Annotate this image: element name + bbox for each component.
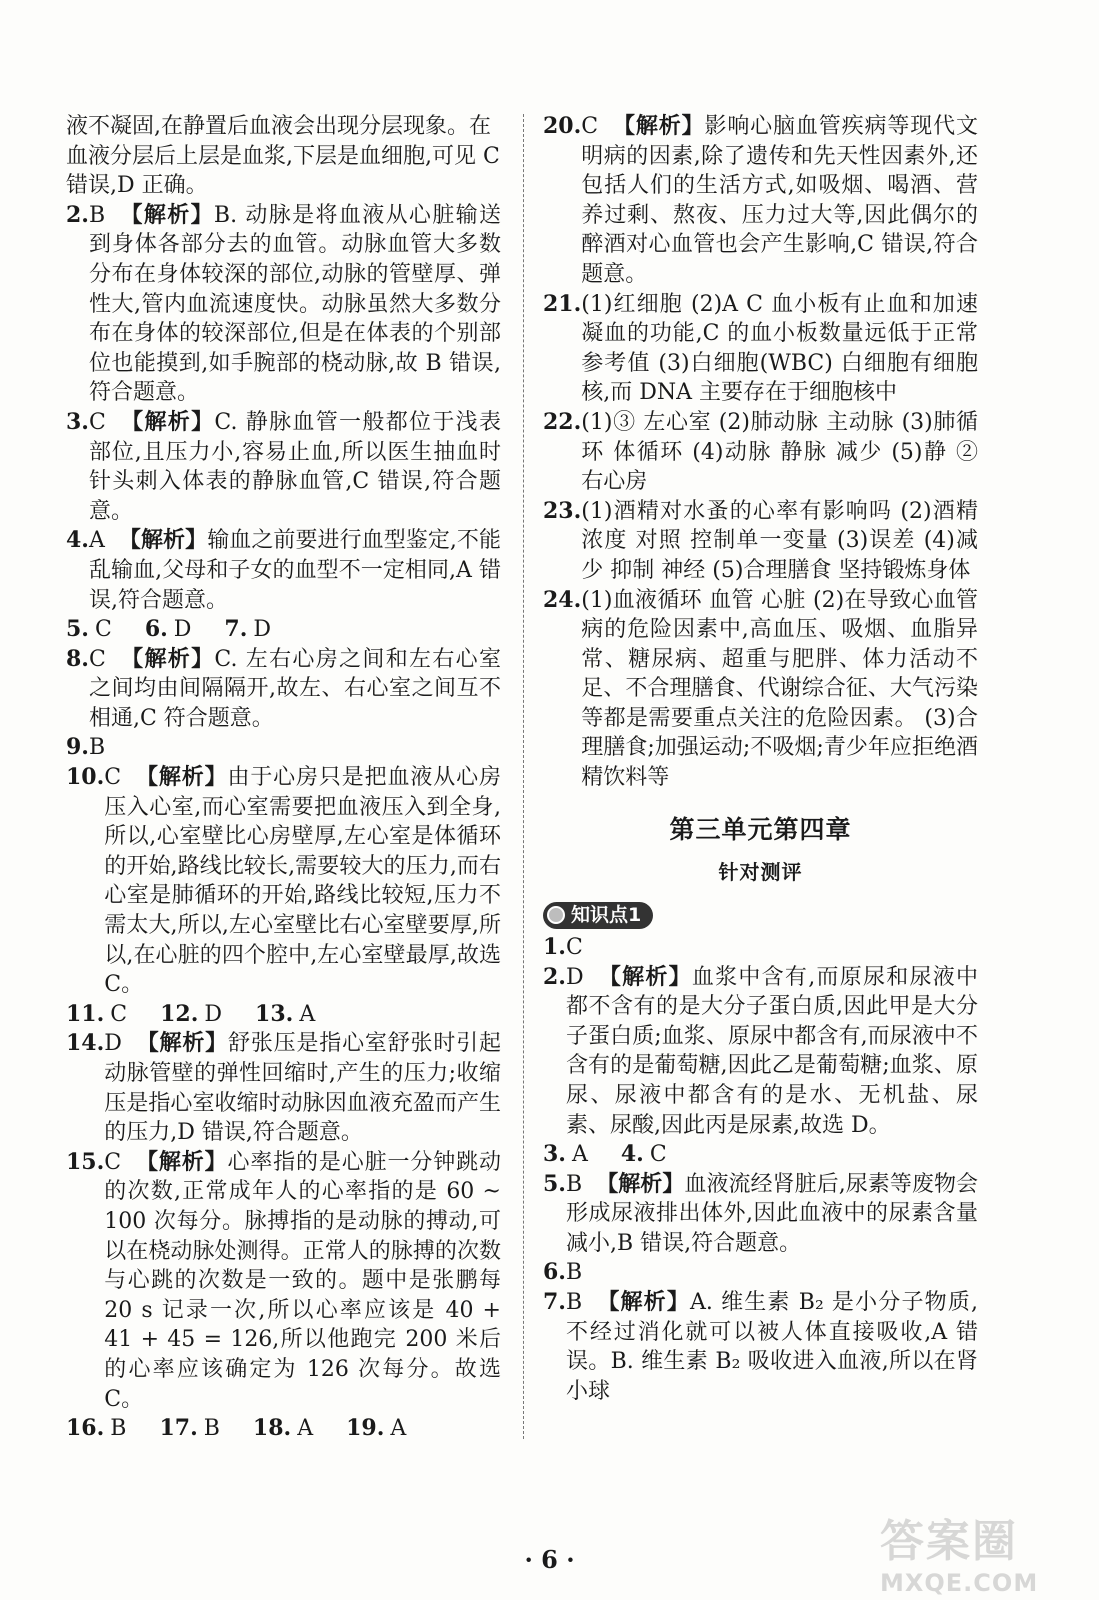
answer-19: 19. A	[346, 1415, 407, 1442]
answer-6: 6. D	[144, 616, 192, 643]
analysis-tag: 【解析】	[597, 963, 692, 990]
item-body	[581, 408, 978, 497]
item-number: 15.	[66, 1148, 105, 1175]
item-body	[581, 586, 978, 793]
item-number: 21.	[543, 290, 582, 317]
watermark-logo	[880, 1505, 1085, 1597]
item-body	[566, 1258, 978, 1288]
item-text: (1)血液循环 血管 心脏 (2)在导致心血管病的危险因素中,高血压、吸烟、血脂异常、糖尿病、超重与肥胖、体力活动不足、不合理膳食、代谢综合征、大气污染等都是需要重点关注的危险因素。 (3)合理膳食;加强运动;不吸烟;青少年应拒绝酒精饮料等	[581, 587, 978, 791]
item-body	[104, 1029, 501, 1147]
knowledge-point-badge	[543, 902, 653, 929]
answer-item	[543, 112, 978, 290]
item-answer: B	[565, 1290, 583, 1316]
analysis-tag: 【解析】	[119, 408, 215, 435]
column-divider	[523, 114, 524, 1439]
item-answer: B	[565, 1260, 583, 1286]
item-text: (1)红细胞 (2)A C 血小板有止血和加速凝血的功能,C 的血小板数量远低于正常参考值 (3)白细胞(WBC) 白细胞有细胞核,而 DNA 主要存在于细胞核中	[581, 291, 978, 406]
item-number: 10.	[66, 764, 105, 791]
item-body	[104, 1148, 501, 1414]
answer-17: 17. B	[159, 1415, 220, 1442]
item-number: 24.	[543, 586, 582, 613]
item-number: 2.	[543, 963, 566, 990]
analysis-tag: 【解析】	[135, 1030, 228, 1057]
answer-item	[66, 526, 501, 615]
answer-16: 16. B	[66, 1415, 127, 1442]
item-body	[89, 733, 501, 763]
watermark-line2: MXQE.COM	[880, 1569, 1039, 1597]
analysis-tag: 【解析】	[118, 527, 208, 554]
item-answer: B	[88, 202, 106, 228]
analysis-tag: 【解析】	[135, 1148, 228, 1175]
item-number: 23.	[543, 497, 582, 524]
answer-item	[543, 1258, 978, 1288]
item-text: A. 维生素 B₂ 是小分子物质,不经过消化就可以被人体直接吸收,A 错误。B. 维生素 B₂ 吸收进入血液,所以在肾小球	[565, 1290, 978, 1404]
item-answer: B	[565, 1171, 583, 1197]
item-body	[566, 933, 978, 963]
answer-item	[543, 408, 978, 497]
item-body	[89, 201, 501, 408]
answer-item	[543, 586, 978, 793]
answer-item	[543, 497, 978, 586]
item-number: 1.	[543, 933, 566, 960]
answer-row-16-19	[66, 1414, 501, 1444]
answer-item	[66, 1148, 501, 1414]
item-answer: D	[104, 1031, 122, 1057]
right-column	[543, 112, 978, 1406]
answer-item	[543, 1288, 978, 1406]
item-body	[566, 963, 978, 1141]
answer-11: 11. C	[66, 1000, 128, 1027]
item-body	[566, 1170, 978, 1259]
answer-item	[66, 408, 501, 526]
badge-label: 知识点1	[571, 903, 642, 926]
item-body	[566, 1288, 978, 1406]
bullet-icon	[547, 906, 565, 924]
item-answer: D	[565, 964, 584, 990]
item-text: 舒张压是指心室舒张时引起动脉管壁的弹性回缩时,产生的压力;收缩压是指心室收缩时动脉因血液充盈而产生的压力,D 错误,符合题意。	[104, 1031, 501, 1146]
item-body	[581, 497, 978, 586]
page-number: · 6 ·	[524, 1545, 575, 1574]
item-number: 4.	[66, 527, 89, 554]
answer-row-3-4	[543, 1140, 978, 1170]
item-number: 2.	[66, 201, 89, 228]
item-text: 血浆中含有,而原尿和尿液中都不含有的是大分子蛋白质,因此甲是大分子蛋白质;血浆、原尿中都含有,而尿液中不含有的是葡萄糖,因此乙是葡萄糖;血浆、原尿、尿液中都含有的是水、无机盐、尿素、尿酸,因此丙是尿素,故选 D。	[565, 964, 978, 1138]
item-answer: C	[104, 765, 122, 791]
item-text: 影响心脑血管疾病等现代文明病的因素,除了遗传和先天性因素外,还包括人们的生活方式,如吸烟、喝酒、营养过剩、熬夜、压力过大等,因此偶尔的醉酒对心血管也会产生影响,C 错误,符合题意。	[581, 114, 978, 287]
analysis-tag: 【解析】	[135, 764, 228, 791]
answer-item	[66, 763, 501, 1000]
answer-item	[543, 933, 978, 963]
item-text: 心率指的是心脏一分钟跳动的次数,正常成年人的心率指的是 60 ~ 100 次每分。脉搏指的是动脉的搏动,可以在桡动脉处测得。正常人的脉搏的次数与心跳的次数是一致的。题中是张鹏每 20 s 记录一次,所以心率应该是 40 + 41 + 45 = 126,所以他跑完 200 米后的心率应该确定为 126 次每分。故选 C。	[104, 1149, 501, 1412]
item-text: C. 静脉血管一般都位于浅表部位,且压力小,容易止血,所以医生抽血时针头刺入体表的静脉血管,C 错误,符合题意。	[88, 409, 501, 524]
answer-item	[543, 290, 978, 408]
answer-item	[66, 1029, 501, 1147]
item-number: 22.	[543, 408, 582, 435]
item-text: C. 左右心房之间和左右心室之间均由间隔隔开,故左、右心室之间互不相通,C 符合题意。	[88, 646, 501, 731]
item-answer: C	[88, 409, 106, 435]
answer-row-5-7	[66, 615, 501, 645]
item-body	[89, 645, 501, 734]
answer-item	[66, 201, 501, 408]
item-answer: A	[88, 528, 105, 554]
item-answer: C	[565, 934, 583, 960]
item-number: 20.	[543, 113, 582, 139]
item-number: 7.	[543, 1289, 566, 1316]
item-body	[104, 763, 501, 1000]
answer-item	[543, 963, 978, 1141]
answer-4b: 4. C	[620, 1141, 667, 1168]
item-number: 14.	[66, 1030, 105, 1057]
left-column	[66, 112, 501, 1444]
chapter-title: 第三单元第四章	[669, 814, 852, 844]
item-body	[89, 408, 501, 526]
analysis-tag: 【解析】	[119, 201, 214, 228]
answer-18: 18. A	[252, 1415, 314, 1442]
item-text: (1)③ 左心室 (2)肺动脉 主动脉 (3)肺循环 体循环 (4)动脉 静脉 减少 (5)静 ② 右心房	[581, 409, 978, 495]
item-answer: C	[104, 1149, 122, 1175]
continuation-text: 液不凝固,在静置后血液会出现分层现象。在血液分层后上层是血浆,下层是血细胞,可见 C 错误,D 正确。	[66, 114, 500, 199]
item-body	[581, 290, 978, 408]
item-text: (1)酒精对水蚤的心率有影响吗 (2)酒精浓度 对照 控制单一变量 (3)误差 (4)减少 抑制 神经 (5)合理膳食 坚持锻炼身体	[581, 498, 978, 583]
analysis-tag: 【解析】	[596, 1289, 691, 1316]
watermark-line1: 答案圈	[880, 1516, 1018, 1567]
answer-5: 5. C	[66, 616, 112, 643]
item-body	[89, 526, 501, 615]
item-number: 3.	[66, 408, 89, 435]
item-number: 5.	[543, 1170, 566, 1197]
item-number: 6.	[543, 1259, 566, 1286]
section-title: 针对测评	[718, 860, 803, 885]
item-text: 血液流经肾脏后,尿素等废物会形成尿液排出体外,因此血液中的尿素含量减小,B 错误,符合题意。	[565, 1171, 978, 1256]
item-number: 9.	[66, 734, 89, 761]
answer-item	[66, 645, 501, 734]
item-answer: B	[88, 735, 106, 761]
answer-3b: 3. A	[543, 1141, 588, 1168]
answer-12: 12. D	[160, 1000, 223, 1027]
analysis-tag: 【解析】	[119, 645, 215, 672]
answer-7: 7. D	[224, 616, 272, 643]
item-answer: C	[581, 114, 599, 139]
answer-item	[543, 1170, 978, 1259]
answer-13: 13. A	[255, 1000, 316, 1027]
analysis-tag: 【解析】	[596, 1170, 685, 1197]
answer-row-11-13	[66, 1000, 501, 1030]
analysis-tag: 【解析】	[612, 113, 705, 139]
answer-item	[66, 733, 501, 763]
item-number: 8.	[66, 645, 89, 672]
item-body	[581, 112, 978, 290]
item-text: 输血之前要进行血型鉴定,不能乱输血,父母和子女的血型不一定相同,A 错误,符合题意。	[88, 528, 501, 613]
item-text: B. 动脉是将血液从心脏输送到身体各部分去的血管。动脉血管大多数分布在身体较深的部位,动脉的管壁厚、弹性大,管内血流速度快。动脉虽然大多数分布在身体的较深部位,但是在体表的个别部位也能摸到,如手腕部的桡动脉,故 B 错误,符合题意。	[88, 202, 501, 406]
item-answer: C	[88, 646, 106, 672]
item-text: 由于心房只是把血液从心房压入心室,而心室需要把血液压入到全身,所以,心室壁比心房壁厚,左心室是体循环的开始,路线比较长,需要较大的压力,而右心室是肺循环的开始,路线比较短,压力不需太大,所以,左心室壁比右心室壁要厚,所以,在心脏的四个腔中,左心室壁最厚,故选 C。	[104, 765, 501, 998]
